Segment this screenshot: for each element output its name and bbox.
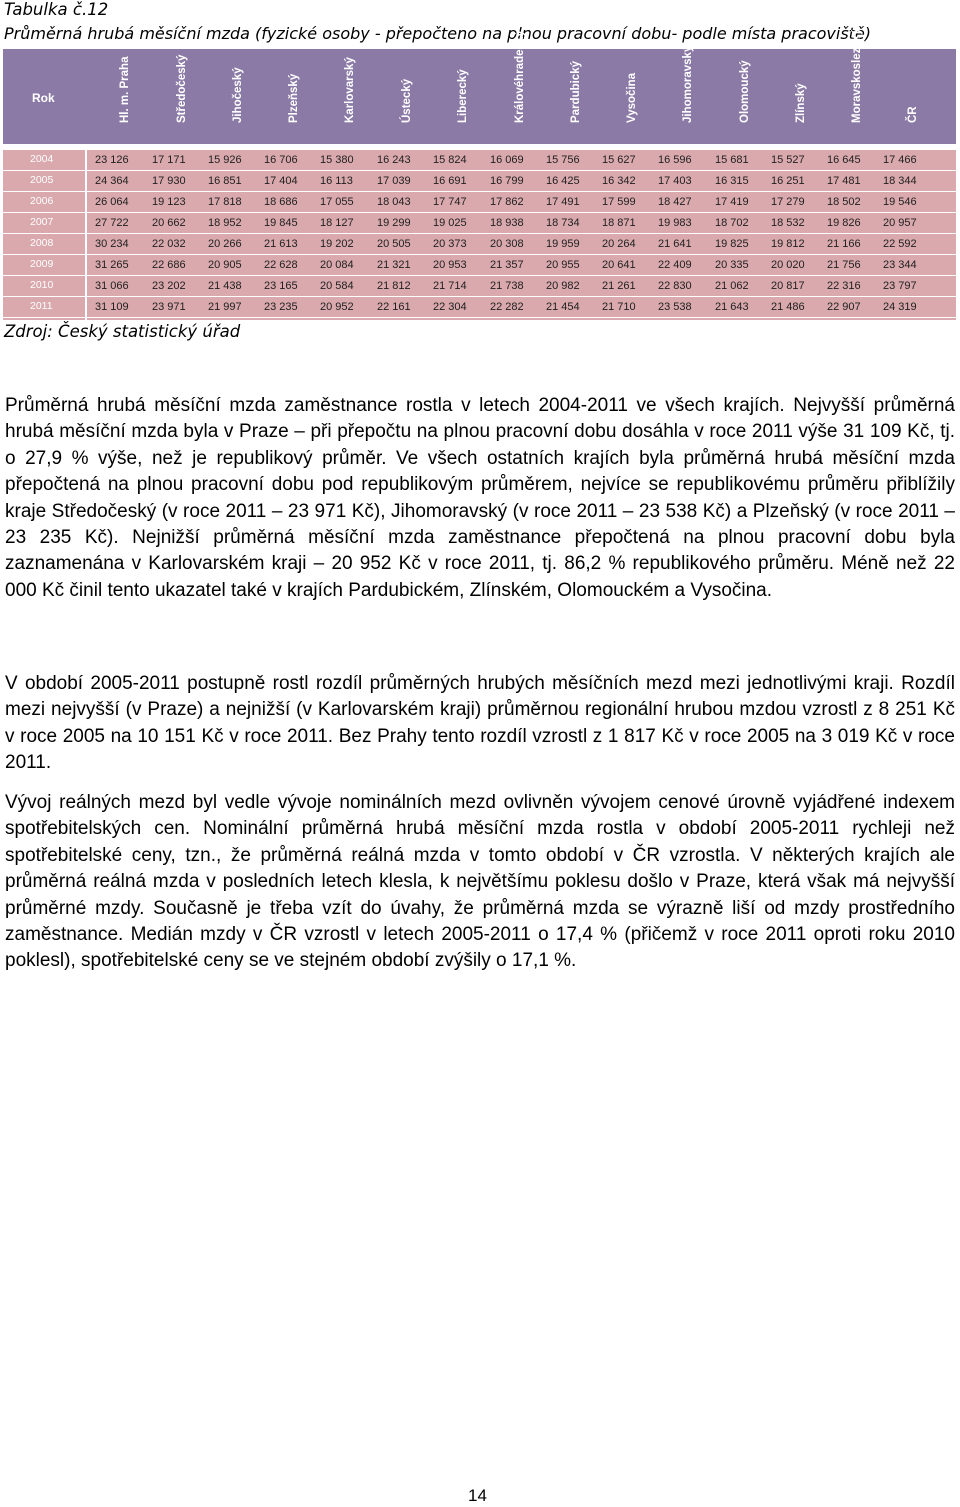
- wage-cell: 20 020: [771, 259, 805, 271]
- region-header-label: Moravskoslezský: [851, 28, 863, 123]
- wage-cell: 17 481: [827, 175, 861, 187]
- region-header-label: Jihomoravský: [682, 45, 694, 123]
- wage-cell: 23 971: [152, 301, 186, 313]
- table-row: [3, 255, 956, 276]
- wage-cell: 18 344: [883, 175, 917, 187]
- wage-cell: 24 319: [883, 301, 917, 313]
- wage-cell: 18 043: [377, 196, 411, 208]
- year-column-divider: [85, 150, 87, 320]
- wage-cell: 16 251: [771, 175, 805, 187]
- wage-cell: 20 505: [377, 238, 411, 250]
- region-column-header: [429, 51, 485, 141]
- wage-cell: 23 538: [658, 301, 692, 313]
- region-column-header: [767, 51, 823, 141]
- wage-cell: 21 641: [658, 238, 692, 250]
- wage-cell: 21 812: [377, 280, 411, 292]
- wage-cell: 16 342: [602, 175, 636, 187]
- wage-cell: 20 264: [602, 238, 636, 250]
- wage-cell: 22 304: [433, 301, 467, 313]
- wage-cell: 16 691: [433, 175, 467, 187]
- region-column-header: [373, 51, 429, 141]
- region-header-label: Vysočina: [626, 72, 638, 123]
- wage-cell: 17 862: [490, 196, 524, 208]
- region-header-label: Pardubický: [570, 61, 582, 123]
- year-cell: 2009: [30, 258, 54, 270]
- wage-cell: 17 599: [602, 196, 636, 208]
- year-cell: 2008: [30, 237, 54, 249]
- wage-cell: 19 299: [377, 217, 411, 229]
- wage-cell: 19 546: [883, 196, 917, 208]
- wage-cell: 17 419: [715, 196, 749, 208]
- wage-cell: 20 955: [546, 259, 580, 271]
- wage-cell: 16 851: [208, 175, 242, 187]
- wage-cell: 16 706: [264, 154, 298, 166]
- wage-cell: 16 425: [546, 175, 580, 187]
- wage-cell: 20 084: [320, 259, 354, 271]
- wage-cell: 19 123: [152, 196, 186, 208]
- wage-cell: 16 596: [658, 154, 692, 166]
- region-header-label: Královéhradecký: [514, 30, 526, 123]
- wage-cell: 18 502: [827, 196, 861, 208]
- region-header-label: Olomoucký: [739, 60, 751, 123]
- wage-cell: 18 686: [264, 196, 298, 208]
- wage-cell: 16 069: [490, 154, 524, 166]
- region-header-label: Plzeňský: [288, 73, 300, 123]
- wage-cell: 23 344: [883, 259, 917, 271]
- wage-cell: 18 532: [771, 217, 805, 229]
- wage-cell: 19 826: [827, 217, 861, 229]
- region-header-label: Hl. m. Praha: [119, 56, 131, 123]
- wage-cell: 20 373: [433, 238, 467, 250]
- wage-cell: 16 113: [320, 175, 353, 187]
- wage-cell: 21 710: [602, 301, 636, 313]
- year-cell: 2010: [30, 279, 54, 291]
- wage-cell: 20 662: [152, 217, 186, 229]
- wage-cell: 19 983: [658, 217, 692, 229]
- wage-cell: 23 202: [152, 280, 186, 292]
- year-cell: 2004: [30, 153, 54, 165]
- region-header-label: Středočeský: [176, 54, 188, 123]
- region-column-header: [91, 51, 147, 141]
- table-row: [3, 171, 956, 192]
- region-column-header: [598, 51, 654, 141]
- region-column-header: [823, 28, 879, 141]
- wage-cell: 23 165: [264, 280, 298, 292]
- wage-cell: 18 938: [490, 217, 524, 229]
- wage-cell: 20 905: [208, 259, 242, 271]
- wage-cell: 21 613: [264, 238, 298, 250]
- wage-cell: 19 959: [546, 238, 580, 250]
- region-column-header: [711, 51, 767, 141]
- wage-cell: 22 907: [827, 301, 861, 313]
- wage-cell: 21 321: [377, 259, 411, 271]
- wage-cell: 22 686: [152, 259, 186, 271]
- year-column-header: Rok: [32, 91, 55, 105]
- wage-cell: 16 645: [827, 154, 861, 166]
- wage-cell: 17 491: [546, 196, 580, 208]
- wage-cell: 20 266: [208, 238, 242, 250]
- wage-cell: 18 127: [320, 217, 354, 229]
- wage-cell: 17 055: [320, 196, 354, 208]
- wage-cell: 23 235: [264, 301, 298, 313]
- wage-cell: 26 064: [95, 196, 129, 208]
- wage-cell: 20 952: [320, 301, 354, 313]
- wage-cell: 22 282: [490, 301, 524, 313]
- wage-cell: 21 062: [715, 280, 749, 292]
- wage-cell: 21 454: [546, 301, 580, 313]
- wage-cell: 17 403: [658, 175, 692, 187]
- wage-cell: 21 438: [208, 280, 242, 292]
- wage-cell: 20 584: [320, 280, 354, 292]
- wage-cell: 17 818: [208, 196, 242, 208]
- table-row: [3, 297, 956, 318]
- wage-cell: 18 871: [602, 217, 636, 229]
- region-header-label: Jihočeský: [232, 67, 244, 123]
- wage-cell: 31 066: [95, 280, 129, 292]
- wage-cell: 16 315: [715, 175, 749, 187]
- region-header-label: Zlínský: [795, 83, 807, 123]
- paragraph-real-wages: Vývoj reálných mezd byl vedle vývoje nominálních mezd ovlivněn vývojem cenové úrovně vyjádřené indexem spotřebitelských cen. Nominální průměrná hrubá měsíční mzda rostla v období 2005-2011 rychleji než spotřebitelské ceny, tzn., že průměrná reálná mzda v tomto období v ČR vzrostla. V některých krajích ale průměrná reálná mzda v posledních letech klesla, k největšímu poklesu došlo v Praze, která však má nejvyšší průměrné mzdy. Současně je třeba vzít do úvahy, že průměrná mzda se výrazně liší od mzdy prostředního zaměstnance. Medián mzdy v ČR vzrostl v letech 2005-2011 o 17,4 % (přičemž v roce 2011 oproti roku 2010 poklesl), spotřebitelské ceny se ve stejném období zvýšily o 17,1 %.: [5, 792, 955, 972]
- region-header-label: Karlovarský: [344, 57, 356, 123]
- year-cell: 2011: [30, 300, 53, 312]
- wage-cell: 19 812: [771, 238, 805, 250]
- wage-cell: 22 409: [658, 259, 692, 271]
- wage-cell: 17 171: [152, 154, 186, 166]
- wage-cell: 19 202: [320, 238, 354, 250]
- wage-cell: 20 957: [883, 217, 917, 229]
- wage-cell: 15 527: [771, 154, 805, 166]
- year-cell: 2006: [30, 195, 54, 207]
- wage-cell: 31 109: [95, 301, 129, 313]
- wage-cell: 20 982: [546, 280, 580, 292]
- wage-cell: 16 243: [377, 154, 411, 166]
- wage-cell: 22 628: [264, 259, 298, 271]
- wage-cell: 18 427: [658, 196, 692, 208]
- wage-cell: 20 817: [771, 280, 805, 292]
- region-column-header: [654, 45, 710, 141]
- wage-cell: 17 039: [377, 175, 411, 187]
- table-title: Průměrná hrubá měsíční mzda (fyzické osoby - přepočteno na plnou pracovní dobu- podle místa pracoviště): [4, 24, 872, 43]
- wage-cell: 21 738: [490, 280, 524, 292]
- table-row: [3, 276, 956, 297]
- wage-cell: 21 357: [490, 259, 524, 271]
- wage-cell: 20 308: [490, 238, 524, 250]
- wage-cell: 15 627: [602, 154, 636, 166]
- region-header-label: Liberecký: [457, 69, 469, 123]
- wage-cell: 15 824: [433, 154, 467, 166]
- region-column-header: [148, 51, 204, 141]
- wage-cell: 22 592: [883, 238, 917, 250]
- wage-cell: 23 797: [883, 280, 917, 292]
- wage-cell: 20 335: [715, 259, 749, 271]
- wage-cell: 31 265: [95, 259, 129, 271]
- wage-cell: 16 799: [490, 175, 524, 187]
- wage-cell: 22 032: [152, 238, 186, 250]
- wage-cell: 30 234: [95, 238, 129, 250]
- region-column-header: [486, 30, 542, 141]
- wage-cell: 18 734: [546, 217, 580, 229]
- table-row: [3, 150, 956, 171]
- wage-cell: 19 825: [715, 238, 749, 250]
- region-column-header: [542, 51, 598, 141]
- table-row: [3, 234, 956, 255]
- wage-cell: 19 025: [433, 217, 467, 229]
- wage-cell: 20 641: [602, 259, 636, 271]
- wage-cell: 18 702: [715, 217, 749, 229]
- region-column-header: [260, 51, 316, 141]
- wage-cell: 21 166: [827, 238, 861, 250]
- wage-cell: 21 756: [827, 259, 861, 271]
- wage-cell: 21 997: [208, 301, 242, 313]
- wage-cell: 17 747: [433, 196, 467, 208]
- wage-cell: 21 643: [715, 301, 749, 313]
- table-row: [3, 213, 956, 234]
- region-column-header: [316, 51, 372, 141]
- table-label: Tabulka č.12: [4, 0, 109, 19]
- wage-cell: 19 845: [264, 217, 298, 229]
- region-header-label: ČR: [907, 106, 919, 123]
- wage-cell: 22 316: [827, 280, 861, 292]
- table-row: [3, 192, 956, 213]
- wage-cell: 21 714: [433, 280, 467, 292]
- table-body: [3, 150, 956, 320]
- paragraph-regional-wages: Průměrná hrubá měsíční mzda zaměstnance rostla v letech 2004-2011 ve všech krajích. Nejvyšší průměrná hrubá měsíční mzda byla v Praze – při přepočtu na plnou pracovní dobu dosáhla v roce 2011 výše 31 109 Kč, tj. o 27,9 % výše, než je republikový průměr. Ve všech ostatních krajích byla průměrná hrubá měsíční mzda přepočtená na plnou pracovní dobu pod republikovým průměrem, nejvíce se republikovému průměru přiblížily kraje Středočeský (v roce 2011 – 23 971 Kč), Jihomoravský (v roce 2011 – 23 538 Kč) a Plzeňský (v roce 2011 – 23 235 Kč). Nejnižší průměrná měsíční mzda zaměstnance přepočtená na plnou pracovní dobu byla zaznamenána v Karlovarském kraji – 20 952 Kč v roce 2011, tj. 86,2 % republikového průměru. Méně než 22 000 Kč činil tento ukazatel také v krajích Pardubickém, Zlínském, Olomouckém a Vysočina.: [5, 395, 955, 601]
- wage-cell: 22 161: [377, 301, 411, 313]
- wage-cell: 17 466: [883, 154, 917, 166]
- wage-cell: 21 486: [771, 301, 805, 313]
- wage-cell: 15 380: [320, 154, 354, 166]
- wage-cell: 17 930: [152, 175, 186, 187]
- year-cell: 2005: [30, 174, 54, 186]
- region-header-label: Ústecký: [401, 78, 413, 123]
- wage-cell: 15 926: [208, 154, 242, 166]
- wage-cell: 22 830: [658, 280, 692, 292]
- wage-cell: 18 952: [208, 217, 242, 229]
- region-column-header: [204, 51, 260, 141]
- wage-cell: 15 681: [715, 154, 749, 166]
- paragraph-wage-differences: V období 2005-2011 postupně rostl rozdíl průměrných hrubých měsíčních mezd mezi jednotlivými kraji. Rozdíl mezi nejvyšší (v Praze) a nejnižší (v Karlovarském kraji) průměrnou regionální hrubou mzdou vzrostl z 8 251 Kč v roce 2005 na 10 151 Kč v roce 2011. Bez Prahy tento rozdíl vzrostl z 1 817 Kč v roce 2005 na 3 019 Kč v roce 2011.: [5, 673, 955, 774]
- source-note: Zdroj: Český statistický úřad: [4, 322, 241, 341]
- wage-cell: 23 126: [95, 154, 129, 166]
- page-number: 14: [468, 1486, 487, 1505]
- wage-cell: 15 756: [546, 154, 580, 166]
- wage-cell: 27 722: [95, 217, 129, 229]
- wage-cell: 17 404: [264, 175, 298, 187]
- wage-cell: 17 279: [771, 196, 805, 208]
- wage-cell: 21 261: [602, 280, 636, 292]
- wage-cell: 20 953: [433, 259, 467, 271]
- region-column-header: [879, 51, 935, 141]
- year-cell: 2007: [30, 216, 54, 228]
- wage-cell: 24 364: [95, 175, 129, 187]
